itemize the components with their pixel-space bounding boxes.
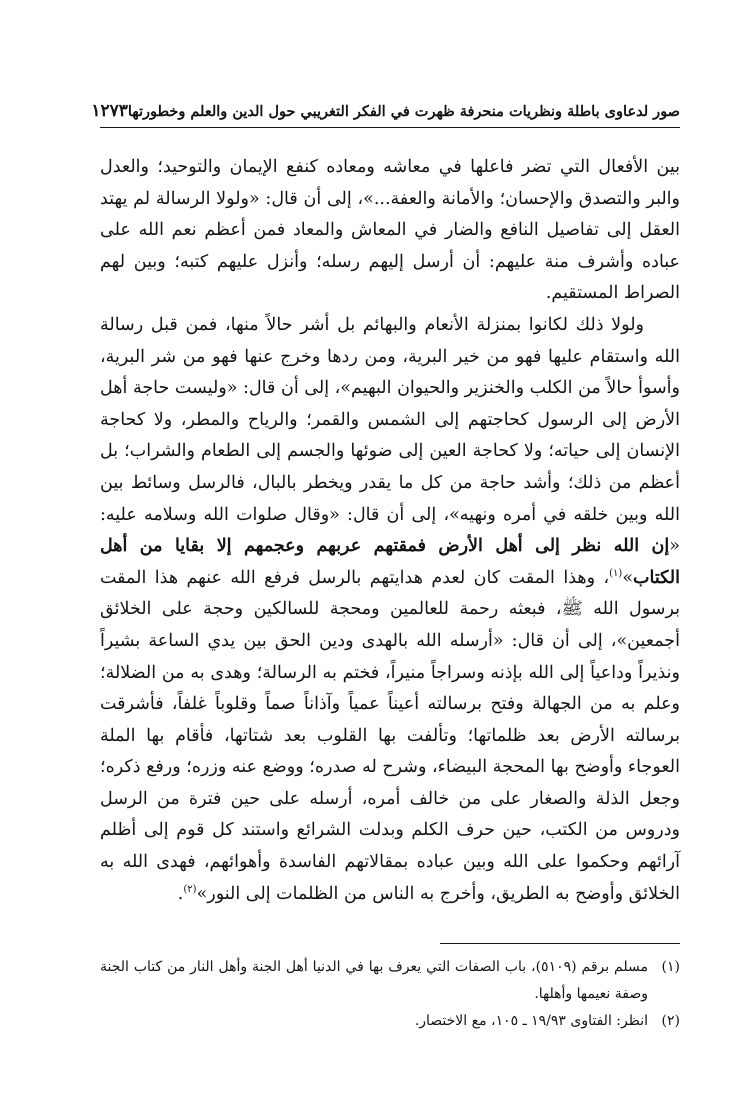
paragraph-2	[100, 310, 680, 910]
paragraph-2-text-b: ، وهذا المقت كان لعدم هدايتهم بالرسل فرفع الله عنهم هذا المقت برسول الله ﷺ، فبعثه رحمة للعالمين ومحجة للسالكين وحجة على الخلائق أجمعين»، إلى أن قال: «أرسله الله بالهدى ودين الحق بين يدي الساعة بشيراً ونذيراً وداعياً إلى الله بإذنه وسراجاً منيراً، فختم به الرسالة؛ وهدى به من الضلالة؛ وعلم به من الجهالة وفتح برسالته أعيناً عمياً وآذاناً صماً وقلوباً غلفاً، فأشرقت برسالته الأرض بعد ظلماتها؛ وتألفت بها القلوب بعد شتاتها، فأقام بها الملة العوجاء وأوضح بها المحجة البيضاء، وشرح له صدره؛ ووضع عنه وزره؛ ورفع ذكره؛ وجعل الذلة والصغار على من خالف أمره، أرسله على حين فترة من الرسل ودروس من الكتب، حين حرف الكلم وبدلت الشرائع واستند كل قوم إلى أظلم آرائهم وحكموا على الله وبين عباده بمقالاتهم الفاسدة وأهوائهم، فهدى الله به الخلائق وأوضح به الطريق، وأخرج به الناس من الظلمات إلى النور»	[100, 567, 680, 904]
footnote-text: انظر: الفتاوى ١٩/٩٣ ـ ١٠٥، مع الاختصار.	[414, 1013, 648, 1029]
footnote-1	[100, 954, 680, 1008]
page-number: ١٢٧٣	[91, 101, 128, 121]
hadith-quote-close: »	[622, 567, 634, 588]
hadith-quote: إن الله نظر إلى أهل الأرض فمقتهم عربهم وعجمهم إلا بقايا من أهل الكتاب	[100, 536, 680, 588]
footnote-ref-2[interactable]: (٢)	[183, 883, 197, 895]
footnote-rule	[440, 943, 680, 944]
main-text	[100, 152, 680, 910]
footnote-text: مسلم برقم (٥١٠٩)، باب الصفات التي يعرف بها في الدنيا أهل الجنة وأهل النار من كتاب الجنة وصفة نعيمها وأهلها.	[100, 959, 648, 1002]
footnote-ref-1[interactable]: (١)	[609, 567, 623, 579]
footnote-number: (١)	[661, 959, 680, 975]
footnotes	[100, 954, 680, 1035]
paragraph-1: بين الأفعال التي تضر فاعلها في معاشه ومعاده كنفع الإيمان والتوحيد؛ والعدل والبر والتصدق والإحسان؛ والأمانة والعفة...»، إلى أن قال: «ولولا الرسالة لم يهتد العقل إلى تفاصيل النافع والضار في المعاش والمعاد فمن أعظم نعم الله على عباده وأشرف منة عليهم: أن أرسل إليهم رسله؛ وأنزل عليهم كتبه؛ وبين لهم الصراط المستقيم.	[100, 157, 680, 304]
footnote-number: (٢)	[661, 1013, 680, 1029]
header-rule	[100, 127, 680, 128]
running-header	[91, 96, 680, 126]
paragraph-2-end: .	[177, 883, 184, 904]
header-title: صور لدعاوى باطلة ونظريات منحرفة ظهرت في الفكر التغريبي حول الدين والعلم وخطورتها	[127, 102, 680, 120]
paragraph-2-text-a: ولولا ذلك لكانوا بمنزلة الأنعام والبهائم بل أشر حالاً منها، فمن قبل رسالة الله واستقام عليها فهو من خير البرية، ومن ردها وخرج عنها فهو من شر البرية، وأسوأ حالاً من الكلب والخنزير والحيوان البهيم»، إلى أن قال: «وليست حاجة أهل الأرض إلى الرسول كحاجتهم إلى الشمس والقمر؛ والرياح والمطر، ولا كحاجة الإنسان إلى حياته؛ ولا كحاجة العين إلى ضوئها والجسم إلى الطعام والشراب؛ بل أعظم من ذلك؛ وأشد حاجة من كل ما يقدر ويخطر بالبال، فالرسل وسائط بين الله وبين خلقه في أمره ونهيه»، إلى أن قال: «وقال صلوات الله وسلامه عليه: «	[100, 314, 680, 557]
footnote-2	[100, 1008, 680, 1035]
